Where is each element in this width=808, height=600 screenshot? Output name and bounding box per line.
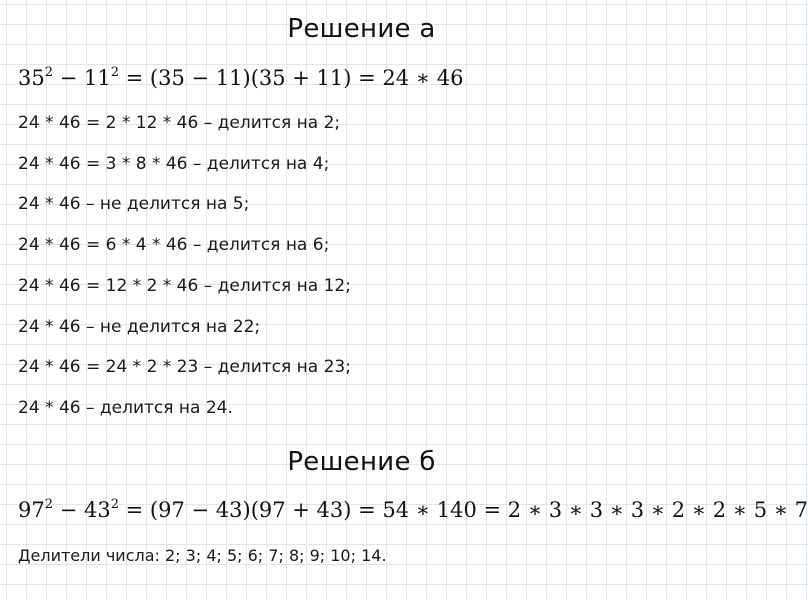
heading-part-a: Решение а xyxy=(287,14,436,44)
formula-part-b: $97^2 - 43^2 = (97 - 43)(97 + 43) = 54$ ∗ 140 = 2 ∗ 3 ∗ 3 ∗ 3 ∗ 2 ∗ 2 ∗ 5 ∗ 7 xyxy=(18,497,808,522)
solution-line: 24 * 46 = 3 * 8 * 46 – делится на 4; xyxy=(18,154,330,174)
solution-line: 24 * 46 = 12 * 2 * 46 – делится на 12; xyxy=(18,276,351,296)
solution-line: 24 * 46 – не делится на 5; xyxy=(18,194,250,214)
divisors-line: Делители числа: 2; 3; 4; 5; 6; 7; 8; 9; 10; 14. xyxy=(18,546,387,565)
solution-line: 24 * 46 – не делится на 22; xyxy=(18,317,261,337)
solution-line: 24 * 46 – делится на 24. xyxy=(18,398,233,418)
heading-part-b: Решение б xyxy=(287,447,436,477)
solution-line: 24 * 46 = 6 * 4 * 46 – делится на 6; xyxy=(18,235,330,255)
solution-line: 24 * 46 = 24 * 2 * 23 – делится на 23; xyxy=(18,357,351,377)
solution-line: 24 * 46 = 2 * 12 * 46 – делится на 2; xyxy=(18,113,341,133)
formula-part-a: $35^2 - 11^2 = (35 - 11)(35 + 11) = 24$ ∗ 46 xyxy=(18,65,464,90)
